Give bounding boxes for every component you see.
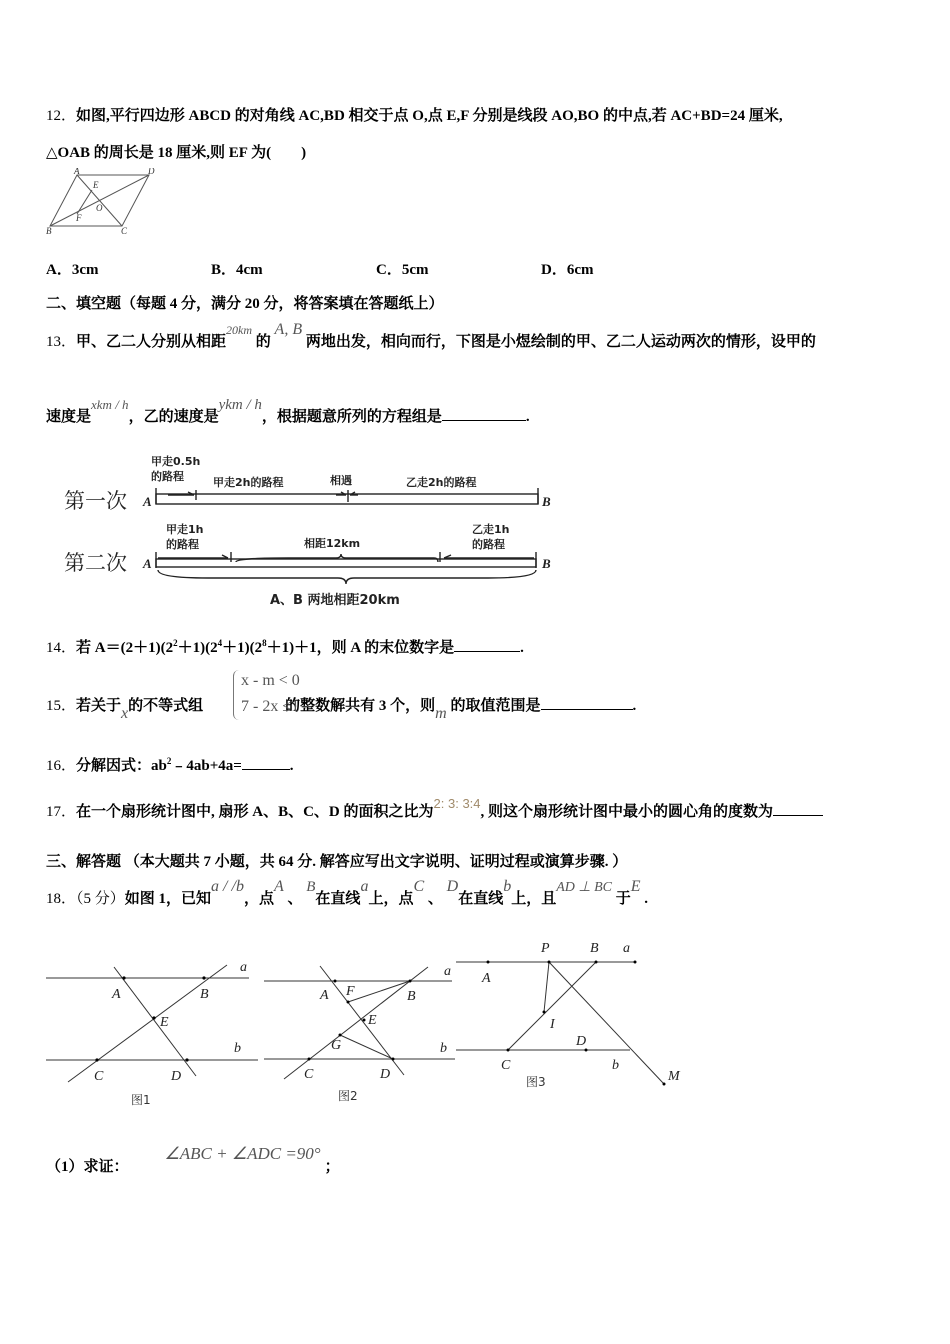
math-x: x [121,705,129,722]
answer-blank[interactable] [541,695,633,710]
svg-text:C: C [501,1058,511,1073]
q14-sup: 8 [262,638,267,648]
q14-text: ＋1)＋1，则 A 的末位数字是 [266,640,455,656]
q18-text: 在直线 [458,891,504,907]
section3-title: 三、解答题 （本大题共 7 小题，共 64 分. 解答应写出文字说明、证明过程或演算步骤. ） [46,854,628,870]
q18-text: 如图 1，已知 [124,891,212,907]
q14-number: 14． [46,640,77,656]
q16-text: . [289,758,294,774]
math-perpendicular: AD ⊥ BC [556,880,612,895]
q15-number: 15． [46,698,77,714]
svg-text:A、B 两地相距20km: A、B 两地相距20km [270,593,400,608]
math-A: A [273,878,284,895]
q13-motion-diagram [58,452,578,612]
answer-blank[interactable] [454,637,520,652]
inequality-2: 7 - 2x ≤1 [241,698,300,715]
q18-number: 18． [46,891,77,907]
svg-text:B: B [407,989,416,1004]
math-a: a [360,878,369,895]
q14-sup: 2 [173,638,178,648]
svg-text:E: E [368,1013,377,1028]
svg-text:相遇: 相遇 [330,474,352,487]
q12-option-c[interactable]: C．5cm [376,262,429,278]
svg-text:A: A [143,556,152,571]
svg-text:B: B [542,556,551,571]
svg-text:的路程: 的路程 [166,538,199,551]
svg-text:A: A [74,168,80,176]
q12-line2: △OAB 的周长是 18 厘米,则 EF 为( ) [46,145,307,161]
q13-text: 速度是 [46,409,92,425]
q17-text: , 则这个扇形统计图中最小的圆心角的度数为 [480,804,774,820]
svg-text:F: F [76,213,82,223]
svg-text:甲走2h的路程: 甲走2h的路程 [213,476,284,489]
q18-text: 上，点 [368,891,414,907]
svg-text:E: E [93,180,99,190]
part1-label: （1）求证： [46,1159,129,1175]
q17-line [46,796,823,821]
q12-line1 [46,104,783,125]
svg-text:E: E [160,1015,169,1030]
q13-text: . [525,409,530,425]
section2-title: 二、填空题（每题 4 分，满分 20 分，将答案填在答题纸上） [46,296,444,312]
q18-line [46,878,649,908]
q12-number: 12． [46,108,77,124]
svg-text:O: O [96,203,103,213]
svg-text:B: B [590,941,599,956]
svg-text:b: b [234,1041,241,1056]
answer-blank[interactable] [242,755,290,770]
svg-text:的路程: 的路程 [472,538,505,551]
q16-number: 16． [46,758,77,774]
svg-text:M: M [668,1069,680,1084]
q14-text: 若 A＝(2＋1)(2 [76,640,174,656]
q16-text: 分解因式：ab [76,758,167,774]
q15-text: 的整数解共有 3 个，则 [285,698,436,714]
svg-text:I: I [550,1017,555,1032]
q18-part1 [46,1144,340,1176]
math-E: E [630,878,641,895]
svg-text:A: A [143,494,152,509]
q18-score: （5 分） [76,891,125,907]
q15-text: 的取值范围是 [450,698,541,714]
svg-text:乙走2h的路程: 乙走2h的路程 [406,476,477,489]
q14-line [46,636,524,657]
q14-text: . [520,640,524,656]
svg-text:甲走0.5h: 甲走0.5h [151,455,201,468]
svg-text:B: B [542,494,551,509]
svg-text:P: P [541,941,550,956]
q13-text: 甲、乙二人分别从相距 [76,334,227,350]
svg-text:C: C [304,1067,314,1082]
math-points-ab: A, B [274,321,303,338]
svg-text:第二次: 第二次 [64,551,127,575]
q18-text: 在直线 [315,891,361,907]
svg-text:的路程: 的路程 [151,470,184,483]
svg-text:b: b [440,1041,447,1056]
svg-text:a: a [444,964,451,979]
math-speed-y: ykm / h [218,397,262,413]
svg-text:第一次: 第一次 [64,489,127,513]
math-parallel: a / /b [211,878,244,895]
q18-figure-3 [452,932,692,1092]
q15-text: 若关于 [76,698,122,714]
math-m: m [435,705,447,722]
q15-text: . [632,698,637,714]
math-b: b [503,878,512,895]
svg-text:A: A [482,971,491,986]
svg-text:图2: 图2 [338,1089,358,1103]
q16-sup: 2 [166,756,172,766]
q18-text: 于 [615,891,631,907]
svg-text:b: b [612,1058,619,1073]
svg-text:D: D [171,1069,182,1084]
answer-blank[interactable] [442,406,526,421]
math-B: B [306,879,316,895]
svg-text:图1: 图1 [131,1093,151,1107]
q13-text: ，乙的速度是 [128,409,219,425]
svg-text:A: A [320,988,329,1003]
q12-parallelogram-figure [44,168,164,236]
q18-text: 、 [427,891,443,907]
q18-figure-1 [44,958,264,1108]
svg-text:甲走1h: 甲走1h [166,523,204,536]
svg-text:相距12km: 相距12km [304,537,361,550]
q12-option-b[interactable]: B．4cm [211,262,263,278]
svg-text:乙走1h: 乙走1h [472,523,510,536]
q14-sup: 4 [217,638,223,648]
math-angle-sum: ∠ABC + ∠ADC =90° [164,1144,321,1163]
svg-text:a: a [240,960,247,975]
q13-line1 [46,321,816,351]
q13-text: 两地出发，相向而行，下图是小煜绘制的甲、乙二人运动两次的情形，设甲的 [305,334,816,350]
answer-blank[interactable] [773,801,823,816]
q12-option-a[interactable]: A．3cm [46,262,99,278]
q18-text: . [644,891,649,907]
svg-text:C: C [121,226,128,236]
math-D: D [446,878,459,895]
svg-text:D: D [380,1067,391,1082]
q12-option-d[interactable]: D．6cm [541,262,594,278]
svg-text:G: G [331,1038,342,1053]
math-distance: 20km [226,323,253,337]
q15-text: 的不等式组 [128,698,204,714]
q14-text: ＋1)(2 [177,640,218,656]
q15-line [46,694,637,722]
q18-text: ，点 [243,891,274,907]
math-speed-x: xkm / h [91,397,129,412]
part1-end: ； [324,1159,340,1175]
svg-text:D: D [576,1034,587,1049]
q13-number: 13． [46,334,77,350]
ratio-value: 2: 3: 3:4 [433,796,481,811]
svg-text:D: D [148,168,155,176]
q18-text: 、 [287,891,303,907]
q18-figure-2 [262,958,462,1108]
q17-text: 在一个扇形统计图中, 扇形 A、B、C、D 的面积之比为 [76,804,434,820]
q14-text: ＋1)(2 [222,640,263,656]
inequality-1: x - m < 0 [241,672,300,689]
svg-text:F: F [346,984,355,999]
q16-text: ﹣4ab+4a= [171,758,242,774]
svg-text:A: A [112,987,121,1002]
q17-number: 17． [46,804,77,820]
left-brace [233,670,239,720]
q13-text: ，根据题意所列的方程组是 [261,409,442,425]
math-C: C [413,878,425,895]
q18-text: 上，且 [511,891,557,907]
svg-text:B: B [46,226,52,236]
q12-text-line1: 如图,平行四边形 ABCD 的对角线 AC,BD 相交于点 O,点 E,F 分别是线段 AO,BO 的中点,若 AC+BD=24 厘米, [76,108,783,124]
svg-text:图3: 图3 [526,1075,546,1089]
svg-text:C: C [94,1069,104,1084]
q13-line2 [46,397,530,426]
q16-line [46,754,294,775]
svg-text:B: B [200,987,209,1002]
inequality-system [233,668,300,720]
svg-text:a: a [623,941,630,956]
q13-text: 的 [255,334,271,350]
